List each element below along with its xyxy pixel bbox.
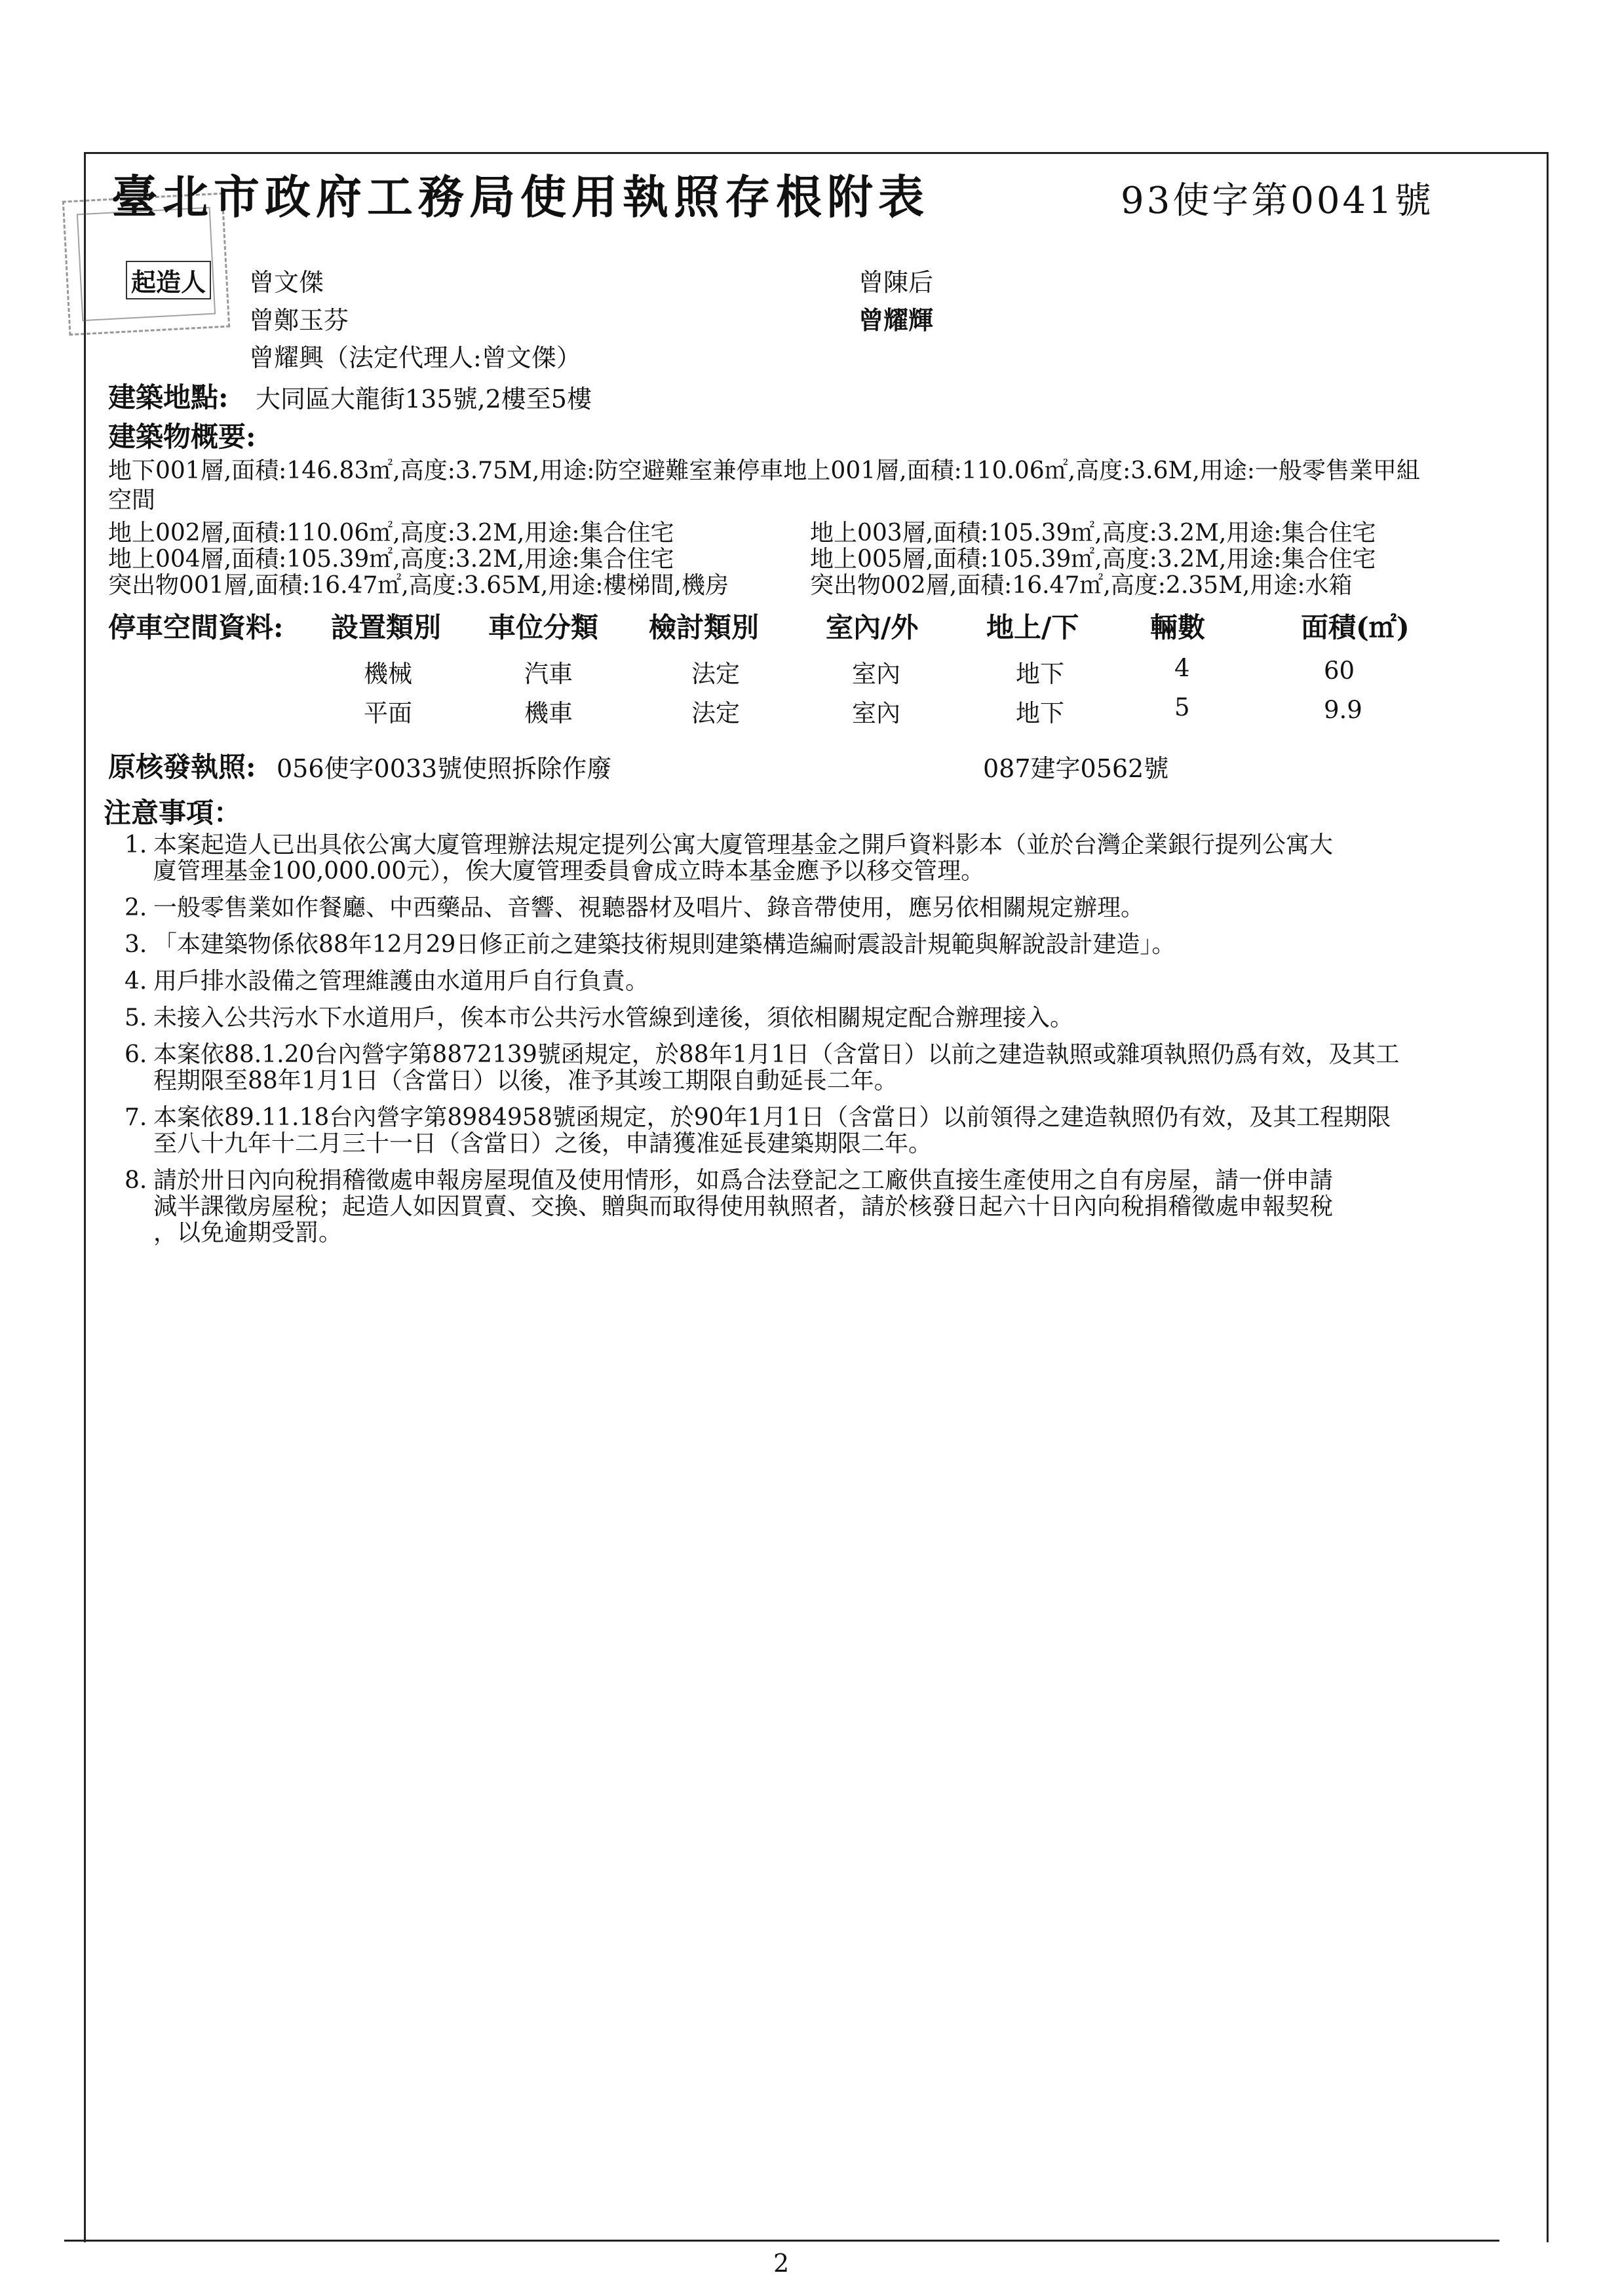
parking-cell: 9.9 — [1324, 696, 1362, 724]
document-title: 臺北市政府工務局使用執照存根附表 — [111, 170, 929, 224]
note-line — [125, 1220, 1533, 1246]
note-text: 本案依88.1.20台內營字第8872139號函規定，於88年1月1日（含當日）以前之建造執照或雜項執照仍爲有效，及其工 — [153, 1041, 1400, 1068]
parking-cell: 室內 — [852, 660, 900, 688]
overview-floor: 地上003層,面積:105.39㎡,高度:3.2M,用途:集合住宅 — [810, 520, 1376, 546]
applicant-name: 曾耀興（法定代理人:曾文傑） — [249, 343, 581, 372]
note-number: 7. — [125, 1104, 147, 1131]
note-text: 用戶排水設備之管理維護由水道用戶自行負責。 — [153, 968, 649, 995]
note-text: ，以免逾期受罰。 — [153, 1219, 343, 1246]
note-number: 4. — [125, 968, 147, 995]
note-number: 3. — [125, 931, 147, 958]
note-line — [125, 1005, 1533, 1031]
note-text: 一般零售業如作餐廳、中西藥品、音響、視聽器材及唱片、錄音帶使用，應另依相關規定辦理。 — [153, 894, 1145, 921]
applicant-label: 起造人 — [126, 261, 211, 299]
overview-floor: 地上002層,面積:110.06㎡,高度:3.2M,用途:集合住宅 — [108, 520, 674, 546]
note-text: 「本建築物係依88年12月29日修正前之建築技術規則建築構造編耐震設計規範與解說設計建造」。 — [153, 931, 1176, 958]
overview-line: 空間 — [108, 487, 156, 514]
original-permit-value: 056使字0033號使照拆除作廢 — [277, 754, 612, 783]
note-number: 2. — [125, 894, 147, 921]
note-number: 6. — [125, 1041, 147, 1068]
address-label: 建築地點: — [108, 381, 229, 413]
note-line — [125, 1131, 1533, 1157]
parking-cell: 室內 — [852, 699, 900, 727]
parking-cell: 地下 — [1016, 660, 1064, 688]
note-text: 減半課徵房屋稅；起造人如因買賣、交換、贈與而取得使用執照者，請於核發日起六十日內向稅捐稽徵處申報契稅 — [153, 1193, 1334, 1220]
note-text: 廈管理基金100,000.00元），俟大廈管理委員會成立時本基金應予以移交管理。 — [153, 858, 985, 885]
note-line — [125, 832, 1533, 858]
bottom-rule — [64, 2240, 1499, 2242]
note-line — [125, 1068, 1533, 1094]
note-line — [125, 1042, 1533, 1068]
notes-label: 注意事項： — [104, 797, 242, 829]
overview-floor: 突出物001層,面積:16.47㎡,高度:3.65M,用途:樓梯間,機房 — [108, 572, 729, 599]
address-value: 大同區大龍街135號,2樓至5樓 — [256, 385, 592, 413]
parking-cell: 平面 — [364, 699, 412, 727]
applicant-name: 曾鄭玉芬 — [249, 306, 349, 335]
parking-cell: 5 — [1174, 693, 1190, 721]
note-text: 請於卅日內向稅捐稽徵處申報房屋現值及使用情形，如爲合法登記之工廠供直接生產使用之自有房屋，請一併申請 — [153, 1167, 1334, 1194]
parking-cell: 4 — [1174, 654, 1190, 682]
note-text: 程期限至88年1月1日（含當日）以後，准予其竣工期限自動延長二年。 — [153, 1067, 898, 1094]
parking-header: 地上/下 — [986, 611, 1079, 643]
parking-header: 檢討類別 — [649, 611, 760, 643]
applicant-name: 曾文傑 — [249, 268, 324, 297]
parking-header: 室內/外 — [826, 611, 919, 643]
note-line — [125, 932, 1533, 958]
note-text: 本案起造人已出具依公寓大廈管理辦法規定提列公寓大廈管理基金之開戶資料影本（並於台灣企業銀行提列公寓大 — [153, 832, 1334, 858]
parking-cell: 法定 — [691, 660, 740, 688]
overview-floor: 突出物002層,面積:16.47㎡,高度:2.35M,用途:水箱 — [810, 572, 1353, 599]
applicant-name: 曾耀輝 — [858, 305, 934, 335]
overview-label: 建築物概要: — [108, 421, 256, 453]
overview-line: 地下001層,面積:146.83㎡,高度:3.75M,用途:防空避難室兼停車地上001層,面積:110.06㎡,高度:3.6M,用途:一般零售業甲組 — [108, 457, 1420, 484]
note-text: 至八十九年十二月三十一日（含當日）之後，申請獲准延長建築期限二年。 — [153, 1130, 933, 1157]
overview-floor: 地上005層,面積:105.39㎡,高度:3.2M,用途:集合住宅 — [810, 546, 1376, 573]
parking-cell: 法定 — [691, 699, 740, 727]
applicant-name: 曾陳后 — [858, 268, 934, 297]
original-permit-value-2: 087建字0562號 — [983, 754, 1169, 783]
note-text: 未接入公共污水下水道用戶，俟本市公共污水管線到達後，須依相關規定配合辦理接入。 — [153, 1004, 1074, 1031]
permit-number: 93使字第0041號 — [1121, 180, 1434, 222]
parking-header: 輛數 — [1150, 611, 1206, 643]
note-line — [125, 858, 1533, 885]
parking-cell: 地下 — [1016, 699, 1064, 727]
note-line — [125, 1105, 1533, 1131]
parking-cell: 60 — [1324, 657, 1355, 685]
overview-floor: 地上004層,面積:105.39㎡,高度:3.2M,用途:集合住宅 — [108, 546, 674, 573]
parking-header: 車位分類 — [488, 611, 599, 643]
note-number: 1. — [125, 832, 147, 858]
parking-header: 設置類別 — [331, 611, 442, 643]
page-number: 2 — [773, 2249, 790, 2278]
parking-cell: 汽車 — [524, 660, 573, 688]
parking-cell: 機械 — [364, 660, 412, 688]
note-text: 本案依89.11.18台內營字第8984958號函規定，於90年1月1日（含當日）以前領得之建造執照仍有效，及其工程期限 — [153, 1104, 1391, 1131]
parking-cell: 機車 — [524, 699, 573, 727]
note-line — [125, 1194, 1533, 1220]
note-line — [125, 968, 1533, 995]
original-permit-label: 原核發執照: — [108, 751, 256, 783]
note-line — [125, 895, 1533, 921]
note-number: 8. — [125, 1167, 147, 1194]
note-line — [125, 1168, 1533, 1194]
note-number: 5. — [125, 1004, 147, 1031]
parking-label: 停車空間資料: — [108, 611, 284, 643]
parking-header: 面積(㎡) — [1301, 611, 1410, 643]
